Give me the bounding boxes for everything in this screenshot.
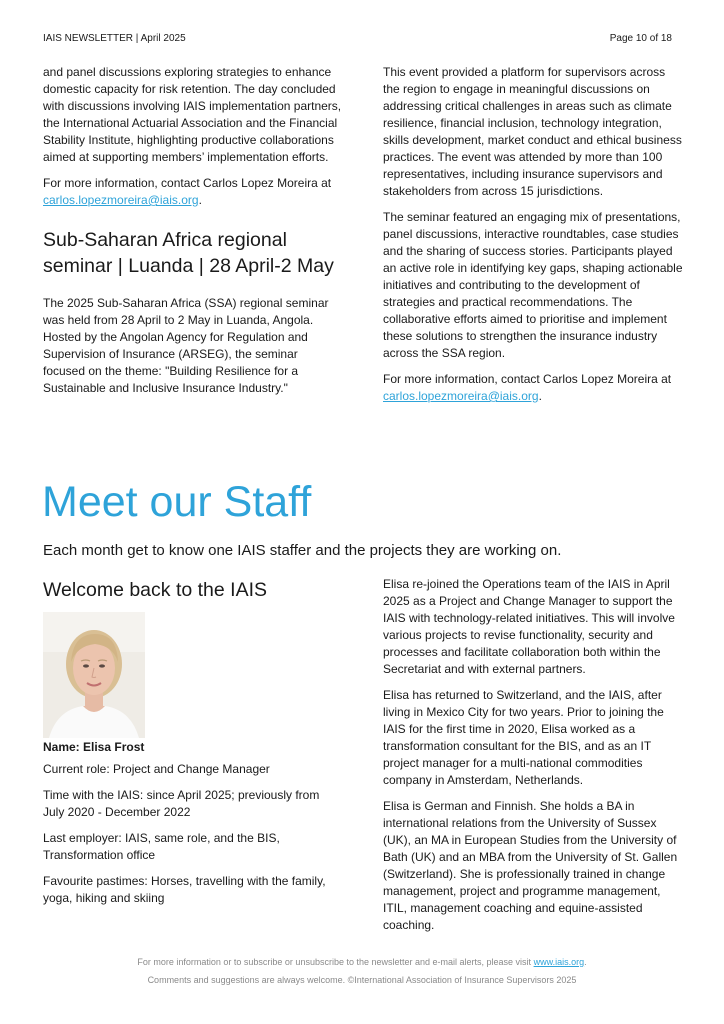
contact-email-link-right[interactable]: carlos.lopezmoreira@iais.org — [383, 389, 539, 403]
ssa-intro-paragraph: The 2025 Sub-Saharan Africa (SSA) regional seminar was held from 28 April to 2 May in Luanda, Angola. Hosted by the Angolan Agency for Regulation and Supervision of Insurance (ARSEG), the seminar focused on the theme: "Building Resilience for a Sustainable and Inclusive Insurance Industry." — [43, 296, 329, 395]
newsletter-title: IAIS NEWSLETTER | April 2025 — [43, 33, 186, 44]
contact-text-right: For more information, contact Carlos Lopez Moreira at — [383, 372, 672, 386]
staff-photo — [43, 612, 145, 738]
staff-pastimes: Favourite pastimes: Horses, travelling with the family, yoga, hiking and skiing — [43, 874, 326, 905]
bio-paragraph-2: Elisa has returned to Switzerland, and the IAIS, after living in Mexico City for two years. Prior to joining the IAIS for the first time in 2020, Elisa worked as a transformation consultant for the BIS, and as an IT project manager for a multi-national commodities company in Amsterdam, Netherlands. — [383, 688, 664, 787]
contact-email-link[interactable]: carlos.lopezmoreira@iais.org — [43, 193, 199, 207]
contact-text: For more information, contact Carlos Lopez Moreira at — [43, 176, 332, 190]
contact-period: . — [198, 193, 202, 207]
continued-paragraph: and panel discussions exploring strategies to enhance domestic capacity for risk retention. The day concluded with discussions involving IAIS implementation partners, the International Actuarial Association and the Financial Stability Institute, highlighting productive collaborations aimed at supporting members’ implementation efforts. — [43, 65, 342, 164]
staff-details — [43, 761, 343, 916]
footer-copyright: Comments and suggestions are always welcome. ©International Association of Insurance Supervisors 2025 — [147, 975, 577, 985]
contact-paragraph-right — [383, 371, 683, 405]
welcome-heading: Welcome back to the IAIS — [43, 579, 267, 601]
page-header — [43, 33, 672, 47]
left-column — [43, 64, 343, 406]
contact-paragraph — [43, 175, 343, 209]
bio-paragraph-1: Elisa re-joined the Operations team of the IAIS in April 2025 as a Project and Change Manager to support the IAIS with technology-related initiatives. This will involve various projects to revise functionality, security and processes and facilitate collaboration both within the Secretariat and with external partners. — [383, 577, 675, 676]
staff-last-employer: Last employer: IAIS, same role, and the BIS, Transformation office — [43, 831, 280, 862]
staff-bio — [383, 576, 683, 943]
contact-period-right: . — [538, 389, 542, 403]
staff-portrait-image — [43, 612, 145, 738]
page-number: Page 10 of 18 — [609, 33, 672, 44]
seminar-paragraph: The seminar featured an engaging mix of presentations, panel discussions, interactive roundtables, case studies and the sharing of success stories. Participants played an active role in identifying key gaps, shaping actionable initiatives and contributing to the development of strategies and practical recommendations. The collaborative efforts aimed to prioritise and implement these solutions to strengthen the insurance industry across the SSA region. — [383, 210, 683, 360]
footer-period: . — [584, 957, 587, 967]
footer-website-link[interactable]: www.iais.org — [533, 957, 585, 967]
ssa-seminar-heading: Sub-Saharan Africa regional seminar | Luanda | 28 April-2 May — [43, 229, 334, 277]
event-paragraph: This event provided a platform for supervisors across the region to engage in meaningful discussions on addressing critical challenges in areas such as climate resilience, financial inclusion, technology integration, skills development, market conduct and ethical business practices. The event was attended by more than 100 representatives, including insurance supervisors and stakeholders from across 15 jurisdictions. — [383, 65, 682, 198]
footer-subscribe-line — [0, 957, 724, 967]
meet-our-staff-title: Meet our Staff — [42, 478, 312, 526]
meet-our-staff-subtitle: Each month get to know one IAIS staffer and the projects they are working on. — [43, 542, 562, 559]
footer-subscribe-text: For more information or to subscribe or unsubscribe to the newsletter and e-mail alerts, please visit — [137, 957, 532, 967]
staff-tenure: Time with the IAIS: since April 2025; previously from July 2020 - December 2022 — [43, 788, 320, 819]
staff-role: Current role: Project and Change Manager — [43, 762, 270, 776]
right-column — [383, 64, 683, 405]
staff-name: Name: Elisa Frost — [43, 740, 145, 754]
bio-paragraph-3: Elisa is German and Finnish. She holds a BA in international relations from the University of Sussex (UK), an MA in European Studies from the University of Bath (UK) and an MBA from the University of St. Gallen (Switzerland). She is professionally trained in change management, project and programme management, ITIL, management coaching and equine-assisted coaching. — [383, 799, 678, 932]
